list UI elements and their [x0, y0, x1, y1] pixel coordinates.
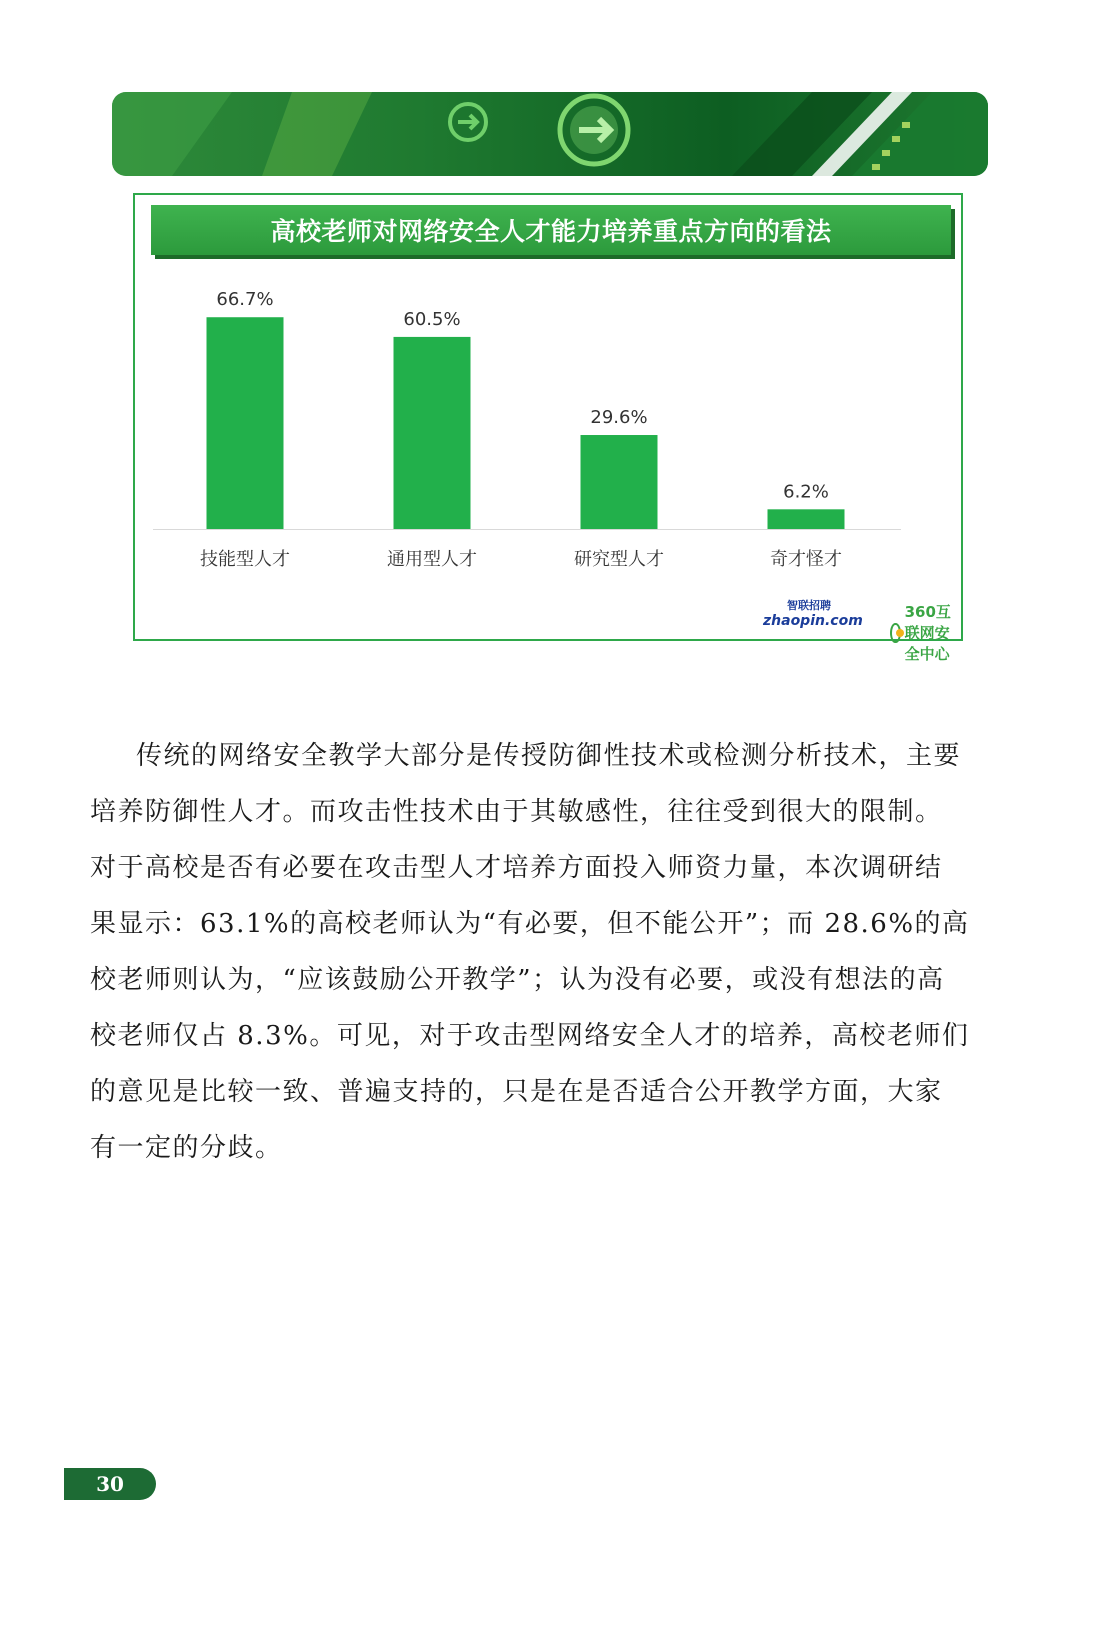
bar-chart	[135, 195, 961, 639]
bar-value-label: 6.2%	[783, 481, 829, 503]
paragraph-line: 校老师则认为，“应该鼓励公开教学”；认为没有必要，或没有想法的高	[90, 965, 945, 995]
arrow-circle-large-icon	[560, 96, 628, 164]
org-logo-text: 360互联网安全中心	[904, 603, 951, 663]
bar-value-label: 66.7%	[216, 289, 274, 311]
category-tick-label: 通用型人才	[387, 549, 477, 570]
bar	[768, 509, 845, 529]
category-tick-label: 奇才怪才	[770, 549, 842, 570]
bar-value-label: 29.6%	[590, 407, 648, 429]
paragraph-line: 培养防御性人才。而攻击性技术由于其敏感性，往往受到很大的限制。	[90, 797, 943, 827]
paragraph-line: 校老师仅占 8.3%。可见，对于攻击型网络安全人才的培养，高校老师们	[90, 1021, 970, 1051]
body-paragraph	[90, 728, 1005, 1176]
paragraph-line: 果显示：63.1%的高校老师认为“有必要，但不能公开”；而 28.6%的高	[90, 909, 970, 939]
paragraph-line: 有一定的分歧。	[90, 1133, 283, 1163]
bar	[581, 435, 658, 529]
paragraph-line: 传统的网络安全教学大部分是传授防御性技术或检测分析技术，主要	[136, 741, 962, 771]
category-tick-label: 技能型人才	[200, 549, 290, 570]
paragraph-line: 的意见是比较一致、普遍支持的，只是在是否适合公开教学方面，大家	[90, 1077, 943, 1107]
page-number: 30	[64, 1468, 156, 1500]
zhaopin-logo-top: 智联招聘	[787, 599, 831, 612]
zhaopin-logo-url: zhaopin.com	[763, 613, 863, 629]
chart-title: 高校老师对网络安全人才能力培养重点方向的看法	[151, 205, 951, 255]
zhaopin-logo	[763, 597, 863, 629]
bar	[394, 337, 471, 529]
chart-container	[133, 193, 963, 663]
header-banner	[112, 92, 988, 176]
bar	[207, 317, 284, 529]
category-tick-label: 研究型人才	[574, 549, 664, 570]
org-logo-icon	[890, 623, 901, 643]
paragraph-line: 对于高校是否有必要在攻击型人才培养方面投入师资力量，本次调研结	[90, 853, 943, 883]
org-logo	[890, 601, 961, 664]
bar-value-label: 60.5%	[403, 308, 461, 330]
arrow-circle-small-icon	[450, 104, 486, 140]
